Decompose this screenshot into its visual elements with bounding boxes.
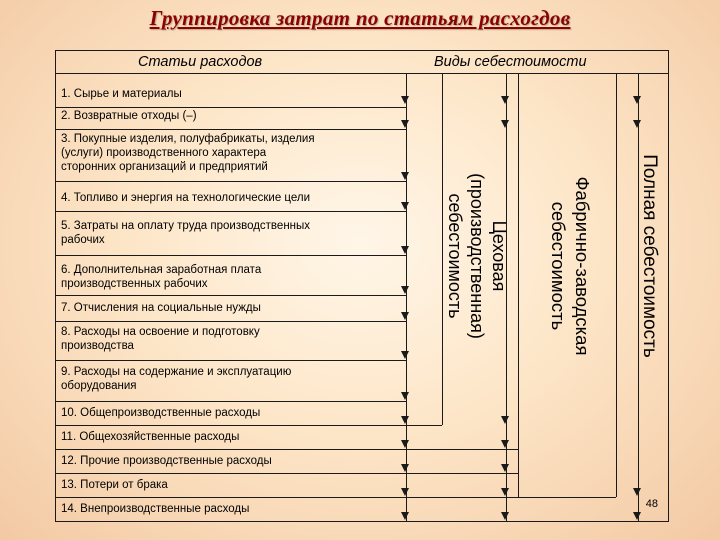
arrow-head <box>501 120 509 128</box>
arrow-head <box>401 488 409 496</box>
cost-item-14: 14. Внепроизводственные расходы <box>61 503 250 515</box>
slide-title: Группировка затрат по статьям расхогдов <box>149 6 571 30</box>
cost-item-5: 5. Затраты на оплату труда производственных рабочих <box>61 220 311 246</box>
cost-item-1: 1. Сырье и материалы <box>61 88 182 100</box>
cost-type-full: Полная себестоимость <box>639 154 660 358</box>
arrow-head <box>633 512 641 520</box>
arrow-head <box>401 416 409 424</box>
cost-item-9: 9. Расходы на содержание и эксплуатацию оборудования <box>61 366 292 392</box>
arrow-head <box>401 202 409 210</box>
arrow-head <box>501 512 509 520</box>
cost-item-2: 2. Возвратные отходы (–) <box>61 110 197 122</box>
arrow-heads <box>55 50 667 520</box>
arrow-head <box>401 440 409 448</box>
page-number: 48 <box>645 498 658 510</box>
arrow-head <box>401 512 409 520</box>
cost-item-4: 4. Топливо и энергия на технологические цели <box>61 192 311 204</box>
cost-item-7: 7. Отчисления на социальные нужды <box>61 302 261 314</box>
arrow-head <box>501 464 509 472</box>
arrow-head <box>501 96 509 104</box>
cost-type-factory: Фабрично-заводская себестоимость <box>548 176 593 356</box>
arrow-head <box>401 312 409 320</box>
cost-item-11: 11. Общехозяйственные расходы <box>61 431 240 443</box>
arrow-head <box>633 488 641 496</box>
cost-item-10: 10. Общепроизводственные расходы <box>61 407 261 419</box>
cost-item-3: 3. Покупные изделия, полуфабрикаты, изделия (услуги) производственного характера сторонних организаций и предприятий <box>61 133 315 173</box>
arrow-head <box>401 120 409 128</box>
arrow-head <box>401 351 409 359</box>
arrow-head <box>401 172 409 180</box>
arrow-head <box>633 96 641 104</box>
arrow-head <box>501 440 509 448</box>
header-cost-items: Статьи расходов <box>138 54 263 70</box>
arrow-head <box>501 488 509 496</box>
cost-item-6: 6. Дополнительная заработная плата производственных рабочих <box>61 264 262 290</box>
arrow-head <box>633 120 641 128</box>
arrow-head <box>501 416 509 424</box>
arrow-head <box>401 392 409 400</box>
cost-item-12: 12. Прочие производственные расходы <box>61 455 272 467</box>
cost-item-13: 13. Потери от брака <box>61 479 168 491</box>
arrow-head <box>401 246 409 254</box>
arrow-head <box>401 96 409 104</box>
arrow-head <box>401 464 409 472</box>
header-cost-types: Виды себестоимости <box>434 54 587 70</box>
cost-item-8: 8. Расходы на освоение и подготовку производства <box>61 326 260 352</box>
cost-type-shop: Цеховая (производственная) себестоимость <box>445 173 509 339</box>
arrow-head <box>401 286 409 294</box>
